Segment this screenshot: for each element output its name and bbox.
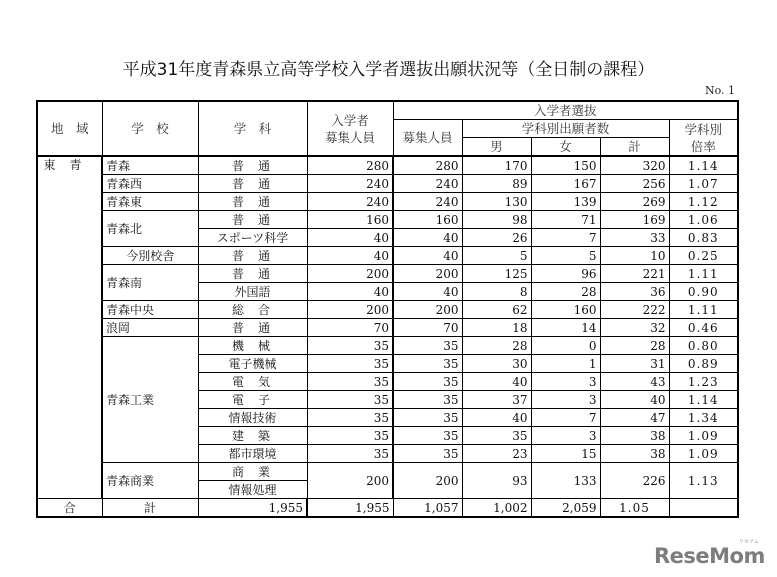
quota-cell: 35 [307, 337, 393, 355]
quota-cell: 35 [307, 391, 393, 409]
course-cell: 電子 [198, 391, 307, 409]
male-cell: 30 [462, 355, 531, 373]
course-cell: スポーツ科学 [198, 229, 307, 247]
female-cell: 15 [531, 445, 600, 463]
total-cell: 269 [600, 193, 669, 211]
header-ratio-line2: 倍率 [690, 138, 716, 154]
school-cell: 青森東 [102, 193, 198, 211]
grand-total-row [37, 499, 738, 518]
selection-quota-cell: 35 [393, 445, 462, 463]
female-cell: 167 [531, 175, 600, 193]
ratio-cell: 1.09 [669, 427, 738, 445]
school-cell: 青森中央 [102, 301, 198, 319]
selection-quota-cell: 280 [393, 156, 462, 175]
school-cell: 青森西 [102, 175, 198, 193]
male-cell: 8 [462, 283, 531, 301]
ratio-cell: 1.11 [669, 265, 738, 283]
total-cell: 320 [600, 156, 669, 175]
female-cell: 7 [531, 409, 600, 427]
total-cell: 28 [600, 337, 669, 355]
course-cell: 情報処理 [198, 481, 307, 499]
header-selection: 入学者選抜 [393, 101, 738, 120]
male-cell: 40 [462, 373, 531, 391]
selection-quota-cell: 40 [393, 229, 462, 247]
document-title: 平成31年度青森県立高等学校入学者選抜出願状況等（全日制の課程） [122, 60, 655, 80]
table-row [37, 301, 738, 319]
school-cell: 青森南 [102, 265, 198, 301]
course-cell: 都市環境 [198, 445, 307, 463]
course-cell: 普通 [198, 265, 307, 283]
application-status-table [36, 100, 739, 518]
quota-cell: 40 [307, 247, 393, 265]
total-cell: 256 [600, 175, 669, 193]
female-cell: 1 [531, 355, 600, 373]
selection-quota-cell: 240 [393, 175, 462, 193]
selection-quota-cell: 200 [393, 265, 462, 283]
header-total: 計 [600, 138, 669, 157]
male-cell: 170 [462, 156, 531, 175]
quota-cell: 240 [307, 175, 393, 193]
header-applicants: 学科別出願者数 [462, 120, 669, 138]
male-cell: 62 [462, 301, 531, 319]
quota-cell: 200 [307, 301, 393, 319]
total-cell: 221 [600, 265, 669, 283]
quota-cell: 280 [307, 156, 393, 175]
table-row [37, 193, 738, 211]
quota-cell: 160 [307, 211, 393, 229]
quota-cell: 35 [307, 355, 393, 373]
female-cell: 5 [531, 247, 600, 265]
total-male-cell: 1,057 [393, 499, 462, 518]
male-cell: 130 [462, 193, 531, 211]
total-cell: 38 [600, 445, 669, 463]
header-male: 男 [462, 138, 531, 157]
header-selection-quota: 募集人員 [393, 120, 462, 157]
selection-quota-cell: 35 [393, 373, 462, 391]
selection-quota-cell: 40 [393, 247, 462, 265]
course-cell: 普通 [198, 319, 307, 337]
quota-cell: 40 [307, 229, 393, 247]
course-cell: 建築 [198, 427, 307, 445]
ratio-cell: 0.89 [669, 355, 738, 373]
quota-cell: 200 [307, 265, 393, 283]
female-cell: 160 [531, 301, 600, 319]
school-cell: 浪岡 [102, 319, 198, 337]
table-row [37, 175, 738, 193]
ratio-cell: 1.11 [669, 301, 738, 319]
female-cell: 14 [531, 319, 600, 337]
male-cell: 37 [462, 391, 531, 409]
course-cell: 外国語 [198, 283, 307, 301]
selection-quota-cell: 35 [393, 355, 462, 373]
selection-quota-cell: 35 [393, 391, 462, 409]
table-row [37, 211, 738, 229]
resemom-logo [654, 539, 765, 568]
total-cell: 32 [600, 319, 669, 337]
header-ratio-line1: 学科別 [684, 121, 722, 137]
female-cell: 96 [531, 265, 600, 283]
total-label-2: 計 [102, 499, 198, 518]
course-cell: 普通 [198, 175, 307, 193]
ratio-cell: 1.13 [669, 463, 738, 499]
male-cell: 26 [462, 229, 531, 247]
total-label-1: 合 [37, 499, 102, 518]
course-cell: 情報技術 [198, 409, 307, 427]
region-cell: 東青 [37, 156, 102, 499]
male-cell: 35 [462, 427, 531, 445]
ratio-cell: 1.34 [669, 409, 738, 427]
ratio-cell: 0.46 [669, 319, 738, 337]
quota-cell: 70 [307, 319, 393, 337]
selection-quota-cell: 35 [393, 409, 462, 427]
ratio-cell: 0.80 [669, 337, 738, 355]
header-quota-line1: 入学者 [331, 112, 369, 128]
header-ratio [669, 120, 738, 157]
ratio-cell: 0.83 [669, 229, 738, 247]
ratio-cell: 1.07 [669, 175, 738, 193]
selection-quota-cell: 240 [393, 193, 462, 211]
total-cell: 31 [600, 355, 669, 373]
total-cell: 222 [600, 301, 669, 319]
ratio-cell: 1.23 [669, 373, 738, 391]
course-cell: 機械 [198, 337, 307, 355]
male-cell: 28 [462, 337, 531, 355]
table-row [37, 319, 738, 337]
male-cell: 125 [462, 265, 531, 283]
course-cell: 普通 [198, 193, 307, 211]
course-cell: 商業 [198, 463, 307, 481]
page-number: No. 1 [704, 84, 735, 97]
ratio-cell: 1.12 [669, 193, 738, 211]
course-cell: 普通 [198, 247, 307, 265]
male-cell: 40 [462, 409, 531, 427]
total-selection-quota-cell: 1,955 [307, 499, 393, 518]
table-row [37, 156, 738, 175]
school-cell: 青森工業 [102, 337, 198, 463]
quota-cell: 35 [307, 427, 393, 445]
female-cell: 71 [531, 211, 600, 229]
female-cell: 28 [531, 283, 600, 301]
course-cell: 普通 [198, 156, 307, 175]
course-cell: 電気 [198, 373, 307, 391]
school-cell: 青森北 [102, 211, 198, 247]
total-quota-cell: 1,955 [198, 499, 307, 518]
selection-quota-cell: 35 [393, 337, 462, 355]
total-cell: 33 [600, 229, 669, 247]
female-cell: 0 [531, 337, 600, 355]
female-cell: 139 [531, 193, 600, 211]
quota-cell: 240 [307, 193, 393, 211]
ratio-cell: 1.06 [669, 211, 738, 229]
ratio-cell: 0.25 [669, 247, 738, 265]
total-ratio-cell: 1.05 [600, 499, 669, 518]
table-row [37, 337, 738, 355]
total-cell: 36 [600, 283, 669, 301]
total-cell: 40 [600, 391, 669, 409]
course-cell: 普通 [198, 211, 307, 229]
total-female-cell: 1,002 [462, 499, 531, 518]
total-cell: 43 [600, 373, 669, 391]
ratio-cell: 1.14 [669, 391, 738, 409]
male-cell: 89 [462, 175, 531, 193]
header-region: 地 域 [37, 101, 102, 156]
female-cell: 3 [531, 373, 600, 391]
male-cell: 93 [462, 463, 531, 499]
selection-quota-cell: 35 [393, 427, 462, 445]
selection-quota-cell: 160 [393, 211, 462, 229]
total-total-cell: 2,059 [531, 499, 600, 518]
total-cell: 169 [600, 211, 669, 229]
header-course: 学 科 [198, 101, 307, 156]
selection-quota-cell: 40 [393, 283, 462, 301]
female-cell: 150 [531, 156, 600, 175]
male-cell: 5 [462, 247, 531, 265]
quota-cell: 35 [307, 445, 393, 463]
female-cell: 3 [531, 391, 600, 409]
selection-quota-cell: 200 [393, 301, 462, 319]
header-quota-line2: 募集人員 [324, 129, 375, 145]
quota-cell: 40 [307, 283, 393, 301]
school-cell: 今別校舎 [102, 247, 198, 265]
watermark-kana: リセマム [738, 539, 759, 545]
ratio-cell: 1.09 [669, 445, 738, 463]
table-row [37, 247, 738, 265]
ratio-cell: 0.90 [669, 283, 738, 301]
total-cell: 38 [600, 427, 669, 445]
course-cell: 総合 [198, 301, 307, 319]
selection-quota-cell: 70 [393, 319, 462, 337]
quota-cell: 200 [307, 463, 393, 499]
header-school: 学 校 [102, 101, 198, 156]
total-cell: 47 [600, 409, 669, 427]
ratio-cell: 1.14 [669, 156, 738, 175]
course-cell: 電子機械 [198, 355, 307, 373]
female-cell: 7 [531, 229, 600, 247]
table-row [37, 265, 738, 283]
male-cell: 23 [462, 445, 531, 463]
total-cell: 10 [600, 247, 669, 265]
school-cell: 青森 [102, 156, 198, 175]
table-row [37, 463, 738, 481]
quota-cell: 35 [307, 373, 393, 391]
male-cell: 98 [462, 211, 531, 229]
female-cell: 3 [531, 427, 600, 445]
female-cell: 133 [531, 463, 600, 499]
quota-cell: 35 [307, 409, 393, 427]
total-cell: 226 [600, 463, 669, 499]
selection-quota-cell: 200 [393, 463, 462, 499]
school-cell: 青森商業 [102, 463, 198, 499]
male-cell: 18 [462, 319, 531, 337]
header-enrollment-quota [307, 101, 393, 156]
header-female: 女 [531, 138, 600, 157]
watermark-text: ReseMom [654, 544, 765, 568]
